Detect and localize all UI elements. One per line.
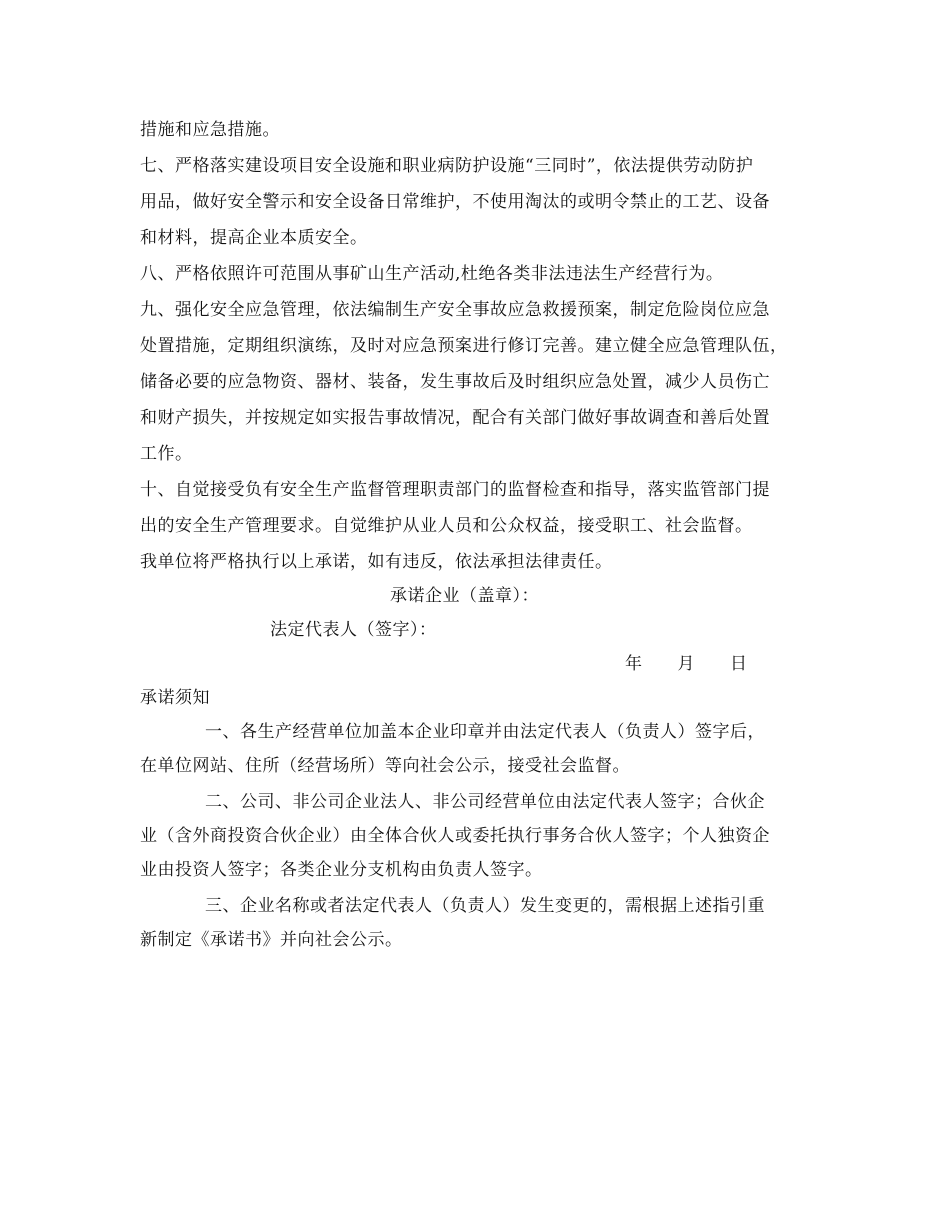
body-line: 七、严格落实建设项目安全设施和职业病防护设施“三同时”，依法提供劳动防护 bbox=[140, 156, 754, 176]
body-line: 八、严格依照许可范围从事矿山生产活动,杜绝各类非法违法生产经营行为。 bbox=[140, 264, 724, 284]
body-line: 出的安全生产管理要求。自觉维护从业人员和公众权益，接受职工、社会监督。 bbox=[140, 516, 753, 536]
body-line: 工作。 bbox=[140, 444, 193, 464]
body-line: 和财产损失，并按规定如实报告事故情况，配合有关部门做好事故调查和善后处置 bbox=[140, 408, 770, 428]
notice-line: 在单位网站、住所（经营场所）等向社会公示，接受社会监督。 bbox=[140, 756, 630, 776]
legal-rep-sign-label: 法定代表人（签字）： bbox=[270, 620, 437, 640]
notice-line: 二、公司、非公司企业法人、非公司经营单位由法定代表人签字；合伙企 bbox=[205, 792, 765, 812]
notice-line: 业由投资人签字；各类企业分支机构由负责人签字。 bbox=[140, 860, 543, 880]
body-line: 十、自觉接受负有安全生产监督管理职责部门的监督检查和指导，落实监管部门提 bbox=[140, 480, 770, 500]
notice-heading: 承诺须知 bbox=[140, 688, 210, 708]
company-seal-label: 承诺企业（盖章）： bbox=[390, 586, 539, 606]
date-line: 年 月 日 bbox=[625, 654, 748, 674]
notice-line: 业（含外商投资合伙企业）由全体合伙人或委托执行事务合伙人签字；个人独资企 bbox=[140, 826, 770, 846]
body-line: 九、强化安全应急管理，依法编制生产安全事故应急救援预案，制定危险岗位应急 bbox=[140, 300, 770, 320]
notice-line: 三、企业名称或者法定代表人（负责人）发生变更的，需根据上述指引重 bbox=[205, 896, 765, 916]
body-line: 和材料，提高企业本质安全。 bbox=[140, 228, 368, 248]
body-line: 用品，做好安全警示和安全设备日常维护，不使用淘汰的或明令禁止的工艺、设备 bbox=[140, 192, 770, 212]
body-line: 措施和应急措施。 bbox=[140, 120, 280, 140]
notice-line: 新制定《承诺书》并向社会公示。 bbox=[140, 930, 403, 950]
notice-line: 一、各生产经营单位加盖本企业印章并由法定代表人（负责人）签字后， bbox=[205, 722, 765, 742]
body-line: 处置措施，定期组织演练，及时对应急预案进行修订完善。建立健全应急管理队伍， bbox=[140, 336, 788, 356]
commitment-statement: 我单位将严格执行以上承诺，如有违反，依法承担法律责任。 bbox=[140, 552, 613, 572]
body-line: 储备必要的应急物资、器材、装备，发生事故后及时组织应急处置，减少人员伤亡 bbox=[140, 372, 770, 392]
